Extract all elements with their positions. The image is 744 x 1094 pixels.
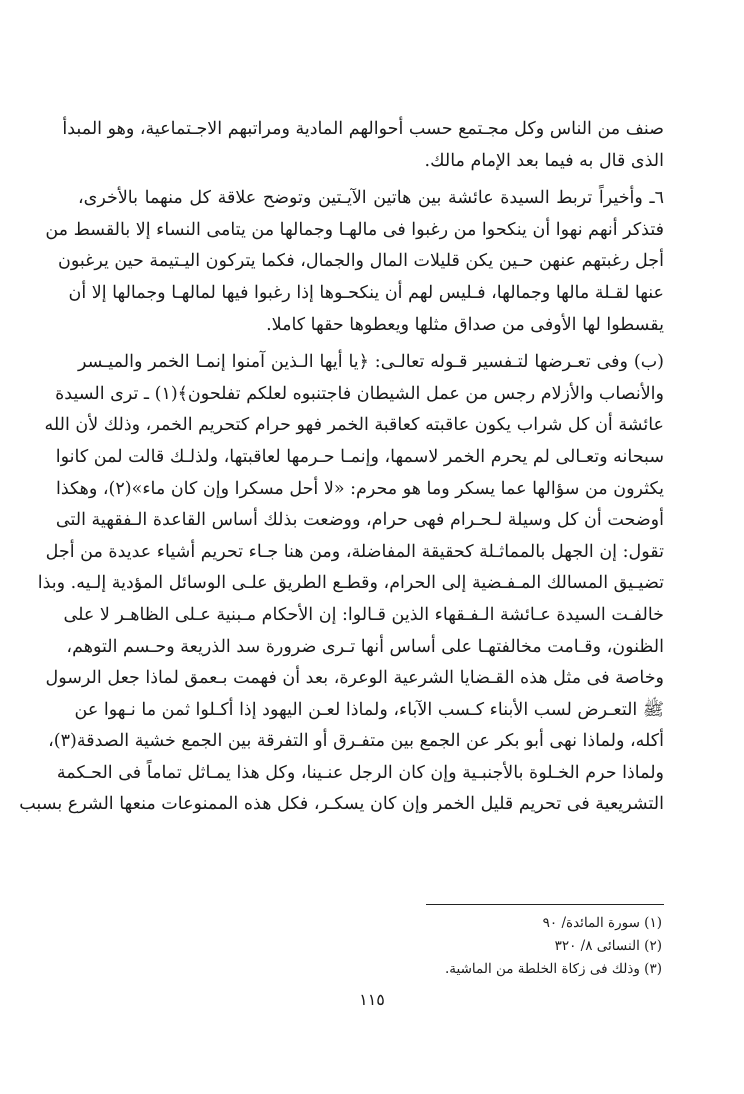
text-line: أجل رغبتهم عنهن حـين يكن قليلات المال والجمال، فكما يتركون اليـتيمة حين يرغبون: [58, 251, 664, 272]
text-line: فتذكر أنهم نهوا أن ينكحوا من رغبوا فى مالهـا وجمالها من يتامى النساء إلا بالقسط من: [45, 219, 664, 240]
page-number: ١١٥: [359, 990, 385, 1009]
footnote-1: (١) سورة المائدة/ ٩٠: [542, 915, 662, 931]
footnote-3: (٣) وذلك فى زكاة الخلطة من الماشية.: [445, 961, 662, 977]
footnote-divider: [426, 904, 664, 905]
text-line: تقول: إن الجهل بالمماثـلة كحقيقة المفاضلة، ومن هنا جـاء تحريم أشياء عديدة من أجل: [45, 541, 664, 562]
text-line: سبحانه وتعـالى لم يحرم الخمر لاسمها، وإنمـا حـرمها لعاقبتها، ولذلـك قالت لمن كانوا: [55, 446, 664, 467]
paragraph-2: [45, 183, 664, 341]
text-line: صنف من الناس وكل مجـتمع حسب أحوالهم المادية ومراتبهم الاجـتماعية، وهو المبدأ: [62, 119, 664, 139]
text-line: ٦ـ وأخيراً تربط السيدة عائشة بين هاتين الآيـتين وتوضح علاقة كل منهما بالأخرى،: [78, 188, 664, 209]
text-line: خالفـت السيدة عـائشة الـفـقهاء الذين قـالوا: إن الأحكام مـبنية عـلى الظاهـر لا على: [63, 604, 664, 625]
text-line: عنها لقـلة مالها وجمالها، فـليس لهم أن ينكحـوها إذا رغبوا فيها لمالهـا وجمالها إلا أن: [68, 282, 664, 303]
text-line: ﷺ التعـرض لسب الأبناء كـسب الآباء، ولماذا لعـن اليهود إذا أكـلوا ثمن ما نـهوا عن: [74, 699, 664, 720]
paragraph-3: [19, 347, 664, 821]
text-line: الذى قال به فيما بعد الإمام مالك.: [424, 150, 664, 171]
text-line: (ب) وفى تعـرضها لتـفسير قـوله تعالـى: ﴿يا أيها الـذين آمنوا إنمـا الخمر والميـسر: [78, 352, 664, 373]
text-line: الظنون، وقـامت مخالفتهـا على أساس أنها تـرى ضرورة سد الذريعة وحـسم التوهم،: [66, 636, 664, 657]
text-line: أكله، ولماذا نهى أبو بكر عن الجمع بين متفـرق أو التفرقة بين الجمع خشية الصدقة(٣)،: [48, 731, 664, 752]
text-line: تضيـيق المسالك المـفـضية إلى الحرام، وقطـع الطريق علـى الوسائل المؤدية إلـيه. وبذا: [37, 573, 664, 594]
page-body: [19, 114, 664, 821]
footnote-2: (٢) النسائى ٨/ ٣٢٠: [554, 938, 662, 954]
text-line: وخاصة فى مثل هذه القـضايا الشرعية الوعرة، بعد أن فهمت بـعمق لماذا جعل الرسول: [45, 668, 664, 689]
paragraph-1: [62, 114, 664, 177]
text-line: يقسطوا لها الأوفى من صداق مثلها ويعطوها حقها كاملا.: [266, 314, 664, 335]
text-line: ولماذا حرم الخـلوة بالأجنبـية وإن كان الرجل عنـينا، وكل هذا يمـاثل تماماً فى الحـكمة: [56, 762, 664, 783]
text-line: عائشة أن كل شراب يكون عاقبته كعاقبة الخمر فهو حرام كتحريم الخمر، وذلك لأن الله: [44, 415, 664, 436]
text-line: أوضحت أن كل وسيلة لـحـرام فهى حرام، ووضعت بذلك أساس القاعدة الـفقهية التى: [55, 510, 664, 531]
text-line: يكثرون من سؤالها عما يسكر وما هو محرم: «لا أحل مسكرا وإن كان ماء»(٢)، وهكذا: [55, 478, 664, 499]
text-line: والأنصاب والأزلام رجس من عمل الشيطان فاجتنبوه لعلكم تفلحون﴾(١) ـ ترى السيدة: [55, 383, 664, 404]
text-line: التشريعية فى تحريم قليل الخمر وإن كان يسكـر، فكل هذه الممنوعات منعها الشرع بسبب: [19, 794, 664, 815]
footnotes: [142, 912, 662, 981]
